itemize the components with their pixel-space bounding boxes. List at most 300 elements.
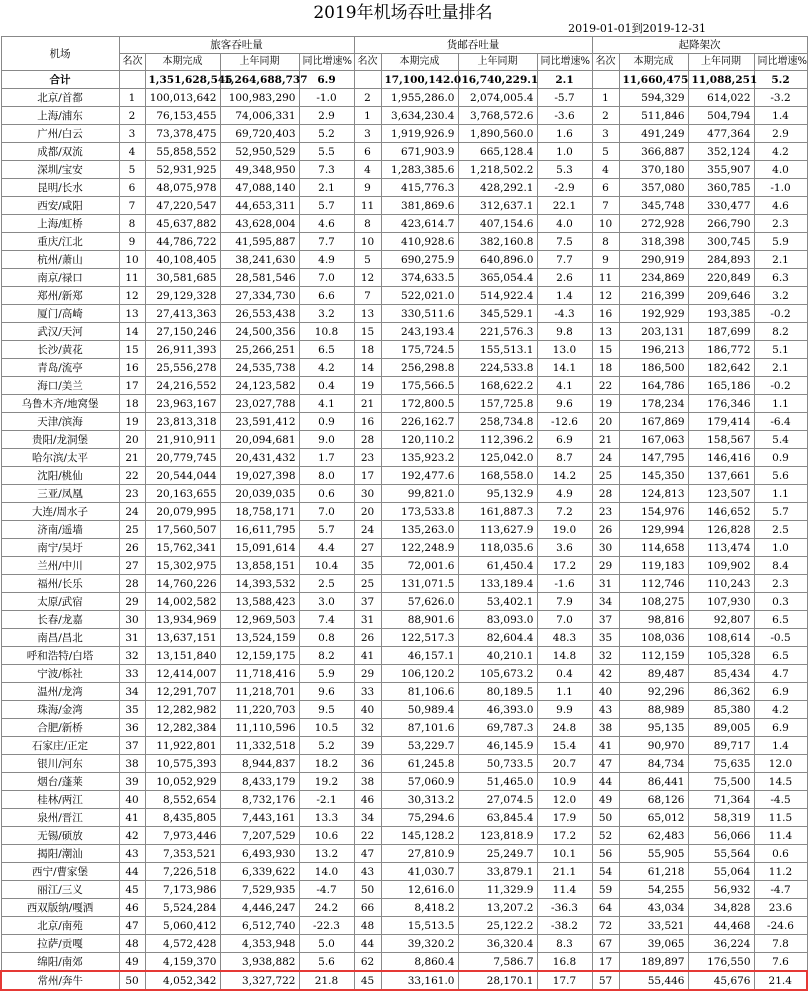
passenger-growth: 4.6 (299, 215, 354, 233)
passenger-current: 52,931,925 (145, 161, 220, 179)
movement-rank: 52 (592, 827, 619, 845)
cargo-rank: 26 (354, 629, 381, 647)
passenger-growth: 13.2 (299, 845, 354, 863)
table-row (1, 287, 807, 305)
passenger-prev: 74,006,331 (220, 107, 299, 125)
header-current: 本期完成 (619, 54, 688, 71)
movement-growth: 6.9 (754, 683, 807, 701)
cargo-rank: 8 (354, 215, 381, 233)
movement-current: 234,869 (619, 269, 688, 287)
movement-rank: 37 (592, 611, 619, 629)
cargo-growth: 8.3 (537, 935, 592, 953)
cargo-prev: 161,887.3 (458, 503, 537, 521)
passenger-growth: 0.9 (299, 413, 354, 431)
passenger-prev: 8,732,176 (220, 791, 299, 809)
movement-rank: 59 (592, 881, 619, 899)
movement-current: 167,869 (619, 413, 688, 431)
passenger-rank: 23 (119, 485, 145, 503)
table-row (1, 305, 807, 323)
movement-current: 112,746 (619, 575, 688, 593)
movement-current: 112,159 (619, 647, 688, 665)
passenger-prev: 4,446,247 (220, 899, 299, 917)
passenger-growth: 10.8 (299, 323, 354, 341)
header-rank: 名次 (354, 54, 381, 71)
passenger-growth: -1.0 (299, 89, 354, 107)
cargo-prev: 16,740,229.1 (458, 71, 537, 89)
movement-current: 154,976 (619, 503, 688, 521)
passenger-current: 12,291,707 (145, 683, 220, 701)
table-row (1, 269, 807, 287)
movement-prev: 186,772 (688, 341, 754, 359)
cargo-growth: 7.9 (537, 593, 592, 611)
movement-prev: 56,932 (688, 881, 754, 899)
movement-rank: 6 (592, 179, 619, 197)
header-passengers: 旅客吞吐量 (119, 37, 354, 54)
passenger-growth: 4.1 (299, 395, 354, 413)
passenger-prev: 25,266,251 (220, 341, 299, 359)
passenger-growth: 13.3 (299, 809, 354, 827)
movement-growth: 12.0 (754, 755, 807, 773)
cargo-growth: 10.9 (537, 773, 592, 791)
cargo-growth: 12.0 (537, 791, 592, 809)
movement-prev: 105,328 (688, 647, 754, 665)
movement-current: 119,183 (619, 557, 688, 575)
movement-rank: 67 (592, 935, 619, 953)
airport-name: 石家庄/正定 (1, 737, 119, 755)
cargo-rank: 39 (354, 737, 381, 755)
passenger-current: 11,922,801 (145, 737, 220, 755)
passenger-rank: 43 (119, 845, 145, 863)
passenger-current: 48,075,978 (145, 179, 220, 197)
passenger-rank: 25 (119, 521, 145, 539)
airport-name: 福州/长乐 (1, 575, 119, 593)
table-row (1, 845, 807, 863)
passenger-current: 24,216,552 (145, 377, 220, 395)
passenger-rank: 48 (119, 935, 145, 953)
movement-growth: -24.6 (754, 917, 807, 935)
cargo-current: 8,418.2 (381, 899, 458, 917)
movement-growth: 1.0 (754, 539, 807, 557)
header-prev: 上年同期 (458, 54, 537, 71)
movement-prev: 614,022 (688, 89, 754, 107)
movement-prev: 360,785 (688, 179, 754, 197)
movement-growth: 2.5 (754, 521, 807, 539)
movement-growth: 1.4 (754, 107, 807, 125)
passenger-rank: 34 (119, 683, 145, 701)
movement-rank: 35 (592, 629, 619, 647)
passenger-prev: 6,339,622 (220, 863, 299, 881)
passenger-growth: 5.2 (299, 737, 354, 755)
passenger-current: 14,002,582 (145, 593, 220, 611)
movement-current: 491,249 (619, 125, 688, 143)
movement-current: 147,795 (619, 449, 688, 467)
movement-current: 95,135 (619, 719, 688, 737)
cargo-growth: 1.4 (537, 287, 592, 305)
movement-growth: 0.3 (754, 593, 807, 611)
passenger-current: 20,544,044 (145, 467, 220, 485)
passenger-growth: 8.0 (299, 467, 354, 485)
movement-current: 84,734 (619, 755, 688, 773)
cargo-current: 131,071.5 (381, 575, 458, 593)
airport-name: 郑州/新郑 (1, 287, 119, 305)
passenger-prev: 20,039,035 (220, 485, 299, 503)
table-row (1, 107, 807, 125)
airport-name: 哈尔滨/太平 (1, 449, 119, 467)
cargo-prev: 345,529.1 (458, 305, 537, 323)
table-row (1, 341, 807, 359)
cargo-current: 27,810.9 (381, 845, 458, 863)
table-body (1, 71, 807, 991)
movement-rank: 26 (592, 521, 619, 539)
cargo-current: 374,633.5 (381, 269, 458, 287)
passenger-rank: 28 (119, 575, 145, 593)
cargo-rank: 22 (354, 827, 381, 845)
cargo-rank: 38 (354, 773, 381, 791)
passenger-current: 73,378,475 (145, 125, 220, 143)
passenger-growth: 5.7 (299, 521, 354, 539)
table-row (1, 413, 807, 431)
movement-growth: 2.9 (754, 125, 807, 143)
movement-current: 366,887 (619, 143, 688, 161)
cargo-prev: 428,292.1 (458, 179, 537, 197)
cargo-current: 423,614.7 (381, 215, 458, 233)
passenger-growth: 18.2 (299, 755, 354, 773)
passenger-current: 5,524,284 (145, 899, 220, 917)
movement-current: 39,065 (619, 935, 688, 953)
cargo-growth: 22.1 (537, 197, 592, 215)
movement-prev: 75,635 (688, 755, 754, 773)
cargo-prev: 221,576.3 (458, 323, 537, 341)
header-current: 本期完成 (145, 54, 220, 71)
cargo-growth: 11.4 (537, 881, 592, 899)
table-row (1, 755, 807, 773)
movement-current: 90,970 (619, 737, 688, 755)
movement-prev: 209,646 (688, 287, 754, 305)
cargo-current: 1,955,286.0 (381, 89, 458, 107)
movement-prev: 85,380 (688, 701, 754, 719)
cargo-rank: 66 (354, 899, 381, 917)
movement-growth: -6.4 (754, 413, 807, 431)
cargo-rank: 1 (354, 107, 381, 125)
cargo-rank: 44 (354, 935, 381, 953)
passenger-current: 12,282,384 (145, 719, 220, 737)
movement-prev: 113,474 (688, 539, 754, 557)
cargo-growth: 5.3 (537, 161, 592, 179)
movement-current: 357,080 (619, 179, 688, 197)
passenger-prev: 27,334,730 (220, 287, 299, 305)
cargo-rank: 9 (354, 179, 381, 197)
cargo-growth: -1.6 (537, 575, 592, 593)
passenger-rank: 12 (119, 287, 145, 305)
movement-rank: 28 (592, 485, 619, 503)
cargo-rank: 48 (354, 917, 381, 935)
movement-prev: 71,364 (688, 791, 754, 809)
cargo-current: 175,566.5 (381, 377, 458, 395)
movement-rank: 32 (592, 647, 619, 665)
table-row (1, 737, 807, 755)
passenger-current: 15,762,341 (145, 539, 220, 557)
movement-rank: 22 (592, 377, 619, 395)
cargo-growth: 1.6 (537, 125, 592, 143)
cargo-rank: 20 (354, 503, 381, 521)
movement-growth: 5.6 (754, 467, 807, 485)
passenger-rank: 1 (119, 89, 145, 107)
movement-growth: -0.2 (754, 305, 807, 323)
movement-prev: 158,567 (688, 431, 754, 449)
passenger-current: 12,414,007 (145, 665, 220, 683)
passenger-growth: 2.9 (299, 107, 354, 125)
passenger-rank: 13 (119, 305, 145, 323)
cargo-current: 1,919,926.9 (381, 125, 458, 143)
table-row (1, 125, 807, 143)
cargo-current: 690,275.9 (381, 251, 458, 269)
cargo-current: 39,320.2 (381, 935, 458, 953)
header-movements: 起降架次 (592, 37, 807, 54)
passenger-current: 21,910,911 (145, 431, 220, 449)
airport-name: 太原/武宿 (1, 593, 119, 611)
movement-growth: 5.7 (754, 503, 807, 521)
passenger-growth: 5.7 (299, 197, 354, 215)
airport-name: 无锡/硕放 (1, 827, 119, 845)
cargo-prev: 83,093.0 (458, 611, 537, 629)
cargo-growth: 15.4 (537, 737, 592, 755)
table-row (1, 431, 807, 449)
cargo-prev: 2,074,005.4 (458, 89, 537, 107)
airport-name: 西宁/曹家堡 (1, 863, 119, 881)
movement-prev: 109,902 (688, 557, 754, 575)
movement-current: 370,180 (619, 161, 688, 179)
header-growth: 同比增速% (754, 54, 807, 71)
passenger-current: 17,560,507 (145, 521, 220, 539)
cargo-growth: -36.3 (537, 899, 592, 917)
cargo-current: 415,776.3 (381, 179, 458, 197)
cargo-growth: 16.8 (537, 953, 592, 972)
movement-growth: 4.2 (754, 143, 807, 161)
movement-growth: 21.4 (754, 971, 807, 990)
passenger-prev: 26,553,438 (220, 305, 299, 323)
cargo-rank: 13 (354, 305, 381, 323)
movement-rank: 21 (592, 431, 619, 449)
airport-name: 北京/南苑 (1, 917, 119, 935)
passenger-prev: 28,581,546 (220, 269, 299, 287)
cargo-growth: 17.9 (537, 809, 592, 827)
passenger-growth: 7.0 (299, 269, 354, 287)
cargo-prev: 40,210.1 (458, 647, 537, 665)
airport-name: 西双版纳/嘎洒 (1, 899, 119, 917)
passenger-prev: 20,094,681 (220, 431, 299, 449)
table-row (1, 89, 807, 107)
movement-rank: 3 (592, 125, 619, 143)
movement-rank: 43 (592, 701, 619, 719)
movement-rank: 15 (592, 341, 619, 359)
cargo-prev: 258,734.8 (458, 413, 537, 431)
passenger-prev: 44,653,311 (220, 197, 299, 215)
airport-name: 大连/周水子 (1, 503, 119, 521)
table-row (1, 179, 807, 197)
passenger-rank: 30 (119, 611, 145, 629)
movement-rank (592, 71, 619, 89)
passenger-growth: 5.0 (299, 935, 354, 953)
cargo-current: 106,120.2 (381, 665, 458, 683)
passenger-growth: 21.8 (299, 971, 354, 990)
cargo-current: 99,821.0 (381, 485, 458, 503)
movement-rank: 42 (592, 665, 619, 683)
movement-rank: 12 (592, 287, 619, 305)
passenger-current: 12,282,982 (145, 701, 220, 719)
cargo-growth: 2.6 (537, 269, 592, 287)
cargo-growth: -12.6 (537, 413, 592, 431)
passenger-current: 20,779,745 (145, 449, 220, 467)
cargo-prev: 113,627.9 (458, 521, 537, 539)
passenger-growth: 24.2 (299, 899, 354, 917)
movement-growth: 2.3 (754, 215, 807, 233)
cargo-prev: 105,673.2 (458, 665, 537, 683)
movement-prev: 352,124 (688, 143, 754, 161)
cargo-prev: 640,896.0 (458, 251, 537, 269)
passenger-prev: 14,393,532 (220, 575, 299, 593)
passenger-rank: 6 (119, 179, 145, 197)
passenger-rank: 24 (119, 503, 145, 521)
cargo-prev: 95,132.9 (458, 485, 537, 503)
passenger-current: 100,013,642 (145, 89, 220, 107)
movement-prev: 165,186 (688, 377, 754, 395)
passenger-current: 25,556,278 (145, 359, 220, 377)
passenger-rank: 3 (119, 125, 145, 143)
cargo-rank (354, 71, 381, 89)
cargo-growth: 20.7 (537, 755, 592, 773)
cargo-rank: 17 (354, 467, 381, 485)
passenger-rank: 15 (119, 341, 145, 359)
cargo-current: 3,634,230.4 (381, 107, 458, 125)
cargo-rank: 10 (354, 233, 381, 251)
cargo-prev: 33,879.1 (458, 863, 537, 881)
passenger-prev: 100,983,290 (220, 89, 299, 107)
cargo-rank: 46 (354, 791, 381, 809)
passenger-growth: 6.5 (299, 341, 354, 359)
passenger-current: 14,760,226 (145, 575, 220, 593)
passenger-growth: 7.0 (299, 503, 354, 521)
movement-current: 33,521 (619, 917, 688, 935)
cargo-rank: 3 (354, 125, 381, 143)
movement-rank: 1 (592, 89, 619, 107)
movement-rank: 17 (592, 953, 619, 972)
movement-growth: 23.6 (754, 899, 807, 917)
cargo-rank: 45 (354, 971, 381, 990)
passenger-current: 23,813,318 (145, 413, 220, 431)
table-row (1, 161, 807, 179)
movement-growth: -3.2 (754, 89, 807, 107)
cargo-prev: 61,450.4 (458, 557, 537, 575)
passenger-growth: 6.6 (299, 287, 354, 305)
cargo-prev: 25,122.2 (458, 917, 537, 935)
movement-prev: 146,652 (688, 503, 754, 521)
movement-growth: 11.5 (754, 809, 807, 827)
movement-rank: 9 (592, 251, 619, 269)
movement-current: 196,213 (619, 341, 688, 359)
cargo-growth: 9.8 (537, 323, 592, 341)
movement-prev: 34,828 (688, 899, 754, 917)
passenger-prev: 6,512,740 (220, 917, 299, 935)
cargo-prev: 25,249.7 (458, 845, 537, 863)
movement-growth: 0.6 (754, 845, 807, 863)
table-row (1, 377, 807, 395)
movement-prev: 56,066 (688, 827, 754, 845)
passenger-growth: 9.6 (299, 683, 354, 701)
passenger-growth: 1.7 (299, 449, 354, 467)
cargo-rank: 50 (354, 881, 381, 899)
passenger-growth: -2.1 (299, 791, 354, 809)
airport-name: 珠海/金湾 (1, 701, 119, 719)
passenger-rank: 18 (119, 395, 145, 413)
cargo-growth: 0.4 (537, 665, 592, 683)
cargo-current: 522,021.0 (381, 287, 458, 305)
cargo-prev: 82,604.4 (458, 629, 537, 647)
movement-prev: 45,676 (688, 971, 754, 990)
airport-name: 宁波/栎社 (1, 665, 119, 683)
airport-name: 上海/虹桥 (1, 215, 119, 233)
cargo-growth: 17.2 (537, 827, 592, 845)
passenger-rank: 8 (119, 215, 145, 233)
airport-name: 烟台/蓬莱 (1, 773, 119, 791)
movement-growth: -0.5 (754, 629, 807, 647)
cargo-current: 57,060.9 (381, 773, 458, 791)
cargo-growth: -3.6 (537, 107, 592, 125)
cargo-growth: 8.7 (537, 449, 592, 467)
cargo-current: 75,294.6 (381, 809, 458, 827)
header-prev: 上年同期 (688, 54, 754, 71)
page-title: 2019年机场吞吐量排名 (313, 3, 493, 23)
passenger-current: 8,552,654 (145, 791, 220, 809)
movement-current: 164,786 (619, 377, 688, 395)
cargo-growth: 14.1 (537, 359, 592, 377)
table-row (1, 323, 807, 341)
passenger-current: 29,129,328 (145, 287, 220, 305)
cargo-current: 8,860.4 (381, 953, 458, 972)
movement-rank: 30 (592, 539, 619, 557)
movement-current: 86,441 (619, 773, 688, 791)
cargo-growth: 2.1 (537, 71, 592, 89)
airport-name: 呼和浩特/白塔 (1, 647, 119, 665)
passenger-growth: -22.3 (299, 917, 354, 935)
passenger-growth: 10.6 (299, 827, 354, 845)
movement-rank: 2 (592, 107, 619, 125)
table-row (1, 683, 807, 701)
cargo-rank: 6 (354, 143, 381, 161)
airport-name: 合计 (1, 71, 119, 89)
cargo-growth: 7.0 (537, 611, 592, 629)
cargo-growth: 9.6 (537, 395, 592, 413)
cargo-current: 381,869.6 (381, 197, 458, 215)
cargo-prev: 53,402.1 (458, 593, 537, 611)
cargo-growth: 7.2 (537, 503, 592, 521)
movement-rank: 20 (592, 413, 619, 431)
table-row (1, 899, 807, 917)
table-row (1, 575, 807, 593)
cargo-current: 175,724.5 (381, 341, 458, 359)
passenger-current: 7,353,521 (145, 845, 220, 863)
passenger-rank: 32 (119, 647, 145, 665)
cargo-current: 173,533.8 (381, 503, 458, 521)
passenger-prev: 24,500,356 (220, 323, 299, 341)
movement-rank: 29 (592, 557, 619, 575)
cargo-prev: 13,207.2 (458, 899, 537, 917)
header-row-groups (1, 37, 807, 54)
table-row (1, 827, 807, 845)
cargo-rank: 19 (354, 377, 381, 395)
movement-prev: 182,642 (688, 359, 754, 377)
cargo-current: 12,616.0 (381, 881, 458, 899)
cargo-prev: 123,818.9 (458, 827, 537, 845)
